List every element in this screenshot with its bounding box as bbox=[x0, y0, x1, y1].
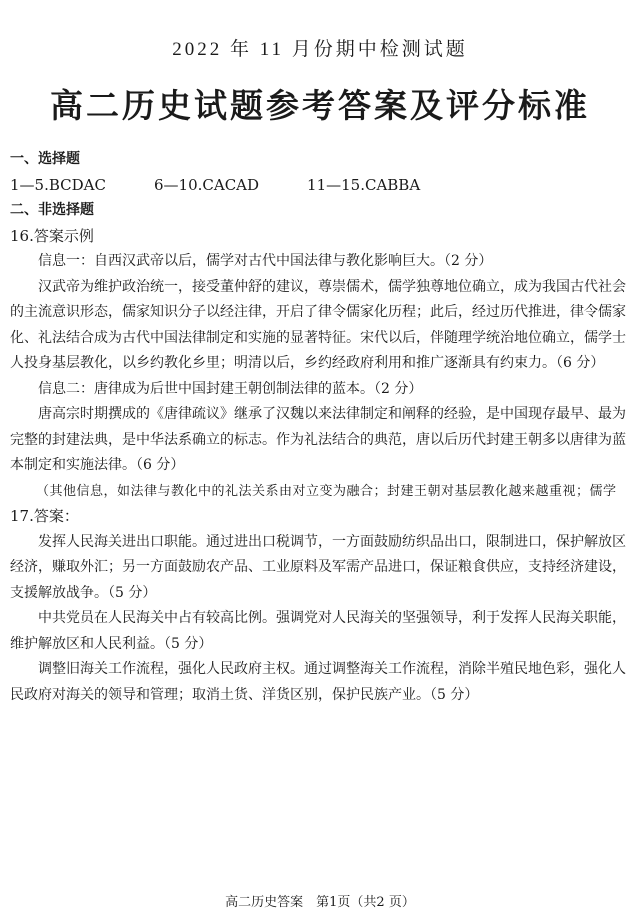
q17-label: 17.答案： bbox=[10, 507, 79, 525]
section-heading-non-choice: 二、非选择题 bbox=[10, 202, 94, 218]
page-footer: 高二历史答案 第1页（共2 页） bbox=[225, 895, 415, 910]
q16-note: （其他信息，如法律与教化中的礼法关系由对立变为融合；封建王朝对基层教化越来越重视；儒学 bbox=[36, 483, 617, 499]
section-heading-choice: 一、选择题 bbox=[10, 151, 80, 167]
q17-paragraph1: 发挥人民海关进出口职能。通过进出口税调节，一方面鼓励纺织品出口，限制进口，保护解放区经济，赚取外汇；另一方面鼓励农产品、工业原料及军需产品进口，保证粮食供应，支持经济建设，支援解放战争。（5 分） bbox=[10, 533, 626, 601]
answer-content bbox=[10, 147, 626, 708]
answer-group-3: 11—15.CABBA bbox=[307, 175, 421, 194]
page-title: 高二历史试题参考答案及评分标准 bbox=[50, 86, 590, 125]
q16-info2: 信息二：唐律成为后世中国封建王朝创制法律的蓝本。（2 分） bbox=[38, 380, 423, 397]
q16-paragraph2: 唐高宗时期撰成的《唐律疏议》继承了汉魏以来法律制定和阐释的经验，是中国现存最早、最为完整的封建法典，是中华法系确立的标志。作为礼法结合的典范，唐以后历代封建王朝多以唐律为蓝本制定和实施法律。（6 分） bbox=[10, 406, 626, 473]
exam-subtitle: 2022 年 11 月份期中检测试题 bbox=[172, 39, 468, 60]
q17-paragraph2: 中共党员在人民海关中占有较高比例。强调党对人民海关的坚强领导，利于发挥人民海关职能，维护解放区和人民利益。（5 分） bbox=[10, 610, 626, 652]
answer-group-1: 1—5.BCDAC bbox=[10, 175, 106, 194]
q16-info1: 信息一：自西汉武帝以后，儒学对古代中国法律与教化影响巨大。（2 分） bbox=[38, 253, 493, 269]
choice-answers bbox=[10, 173, 626, 199]
q16-paragraph1: 汉武帝为维护政治统一，接受董仲舒的建议，尊崇儒术，儒学独尊地位确立，成为我国古代社会的主流意识形态，儒家知识分子以经注律，开启了律令儒家化历程；此后，经过历代推进，律令儒家化、礼法结合成为古代中国法律制定和实施的显著特征。宋代以后，伴随理学统治地位确立，儒学士人投身基层教化，以乡约教化乡里；明清以后，乡约经政府利用和推广逐渐具有约束力。（6 分） bbox=[10, 278, 626, 371]
answer-group-2: 6—10.CACAD bbox=[153, 175, 260, 194]
q16-label: 16.答案示例 bbox=[10, 226, 94, 245]
q17-paragraph3: 调整旧海关工作流程，强化人民政府主权。通过调整海关工作流程，消除半殖民地色彩，强化人民政府对海关的领导和管理；取消土货、洋货区别，保护民族产业。（5 分） bbox=[10, 661, 626, 703]
